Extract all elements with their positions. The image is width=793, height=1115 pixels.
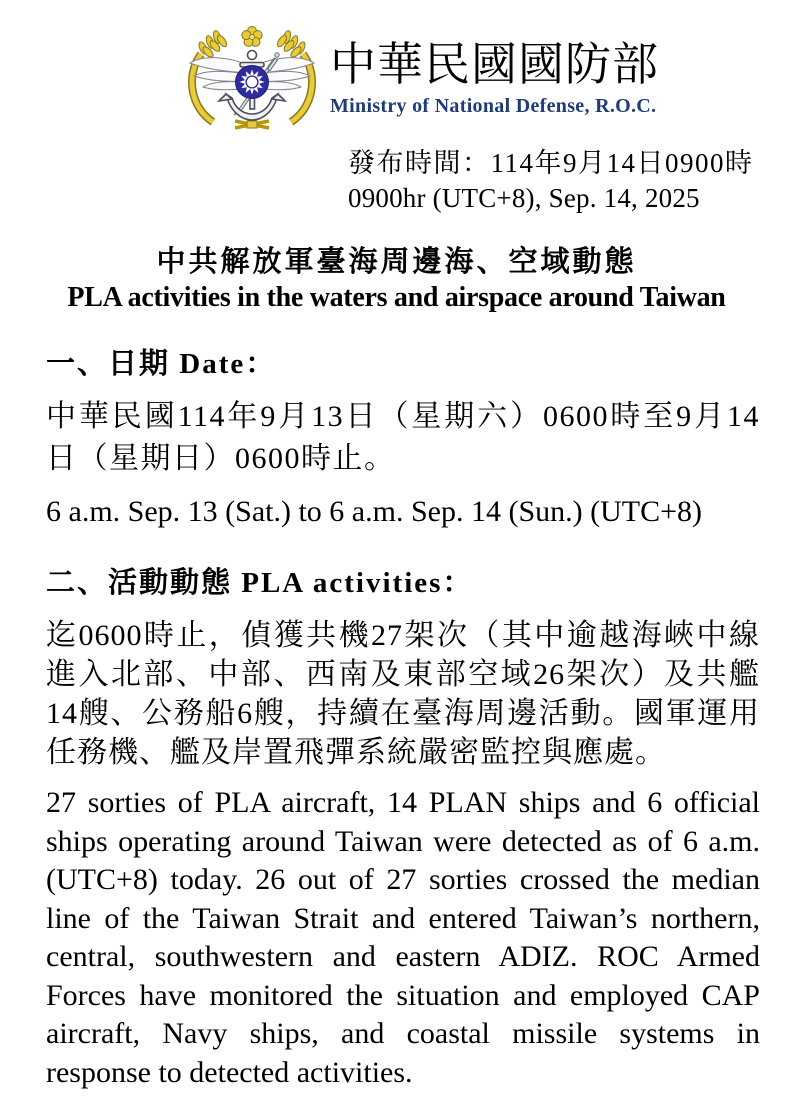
section-activities-heading: 二、活動動態 PLA activities：	[46, 567, 474, 599]
agency-name-block	[330, 24, 659, 118]
plum-blossom	[242, 27, 262, 47]
activities-paragraph-zh: 迄0600時止，偵獲共機27架次（其中逾越海峽中線進入北部、中部、西南及東部空域26架次）及共艦14艘、公務船6艘，持續在臺海周邊活動。國軍運用任務機、艦及岸置飛彈系統嚴密監控與應處。	[46, 619, 760, 769]
release-time-en: 0900hr (UTC+8), Sep. 14, 2025	[348, 183, 700, 213]
date-range-zh: 中華民國114年9月13日（星期六）0600時至9月14日（星期日）0600時止。	[46, 400, 760, 475]
agency-name-en: Ministry of National Defense, R.O.C.	[330, 94, 657, 117]
activities-paragraph-en: 27 sorties of PLA aircraft, 14 PLAN ships and 6 official ships operating around Taiwan were detected as of 6 a.m. (UTC+8) today. 26 out of 27 sorties crossed the median line of the Taiwan Strait and entered Taiwan’s northern, central, southwestern and eastern ADIZ. ROC Armed Forces have monitored the situation and employed CAP aircraft, Navy ships, and coastal missile systems in response to detected activities.	[46, 786, 760, 1089]
date-range-en: 6 a.m. Sep. 13 (Sat.) to 6 a.m. Sep. 14 (Sun.) (UTC+8)	[46, 495, 703, 528]
release-time-block	[348, 146, 754, 216]
document-title-zh: 中共解放軍臺海周邊海、空域動態	[156, 246, 637, 278]
agency-name-zh: 中華民國國防部	[330, 39, 659, 90]
release-time-zh: 發布時間：114年9月14日0900時	[348, 148, 754, 178]
document-title	[0, 244, 793, 315]
document-title-en: PLA activities in the waters and airspace around Taiwan	[67, 282, 726, 313]
mnd-emblem-icon	[176, 24, 328, 138]
section-date-heading: 一、日期 Date：	[46, 348, 277, 380]
sun-disc	[236, 66, 269, 99]
mnd-header	[176, 24, 659, 138]
